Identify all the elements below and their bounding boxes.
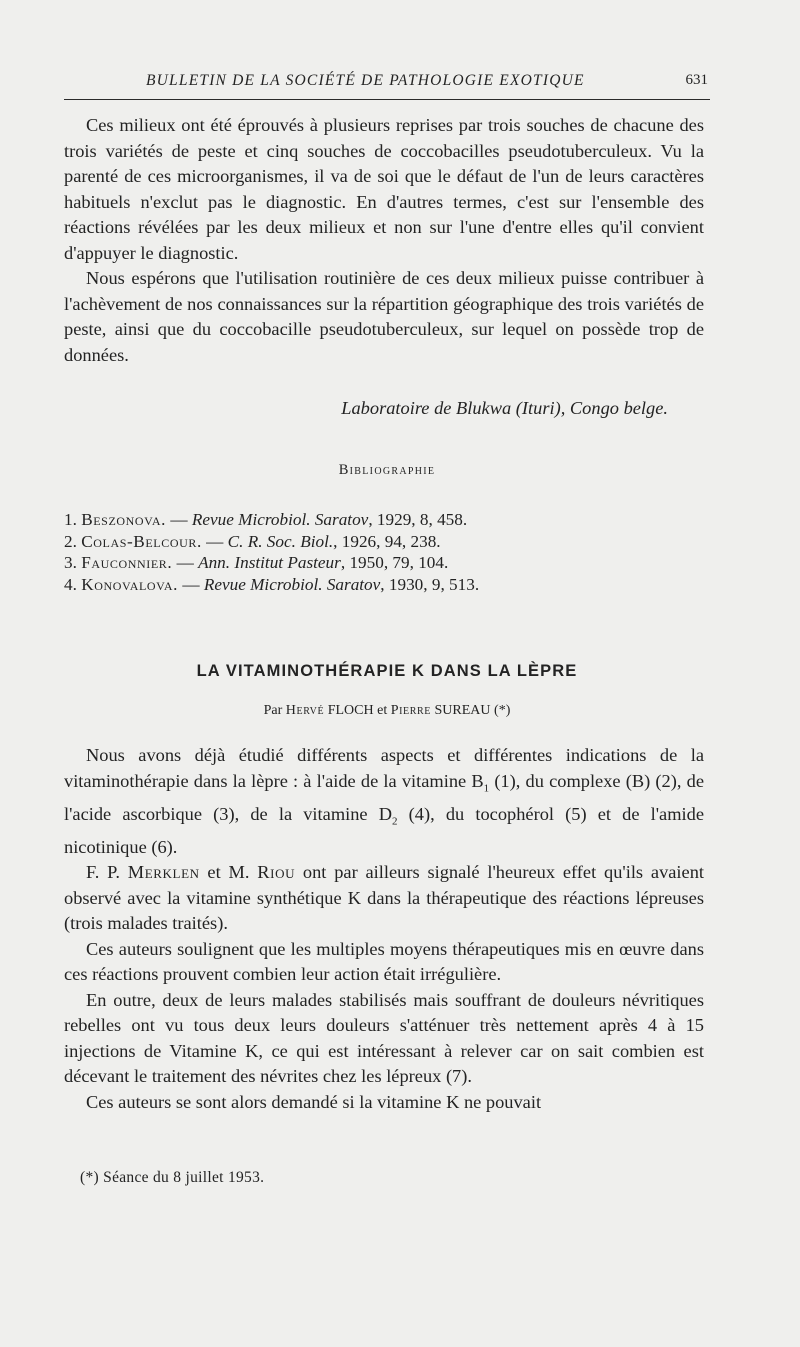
article-title: LA VITAMINOTHÉRAPIE K DANS LA LÈPRE bbox=[196, 662, 578, 680]
page-number: 631 bbox=[685, 72, 708, 88]
paragraph: F. P. Merklen et M. Riou ont par ailleurs signalé l'heureux effet qu'ils avaient observé avec la vitamine synthétique K dans la thérapeutique des réactions lépreuses (trois malades traités). bbox=[64, 862, 705, 934]
author-last-name: SUREAU bbox=[434, 703, 491, 718]
author-last-name: FLOCH bbox=[327, 703, 374, 718]
paragraph: Nous espérons que l'utilisation routinière de ces deux milieux puisse contribuer à l'achèvement de nos connaissances sur la répartition géographique des trois variétés de peste, ainsi que du coccobacille pseudotuberculeux, sur lequel on possède trop de données. bbox=[64, 268, 704, 365]
bibliography-entry: 4. Konovalova. — Revue Microbiol. Saratov, 1930, 9, 513. bbox=[64, 574, 480, 594]
footnote: (*) Séance du 8 juillet 1953. bbox=[80, 1169, 265, 1186]
bibliography-heading: Bibliographie bbox=[338, 462, 436, 478]
author-first-name: Hervé bbox=[285, 703, 325, 718]
journal-title: BULLETIN DE LA SOCIÉTÉ DE PATHOLOGIE EXOTIQUE bbox=[146, 72, 585, 89]
previous-article-conclusion bbox=[64, 113, 704, 368]
paragraph: Nous avons déjà étudié différents aspects et différentes indications de la vitaminothérapie dans la lèpre : à l'aide de la vitamine $B_1$ (1), du complexe (B) (2), de l'acide ascorbique (3), de la vitamine $D_2$ (4), du tocophérol (5) et de l'amide nicotinique (6). bbox=[64, 745, 705, 857]
running-header bbox=[64, 72, 710, 94]
bibliography-list bbox=[64, 509, 710, 595]
paragraph: Ces milieux ont été éprouvés à plusieurs reprises par trois souches de chacune des trois variétés de peste et cinq souches de coccobacilles pseudotuberculeux. Vu la parenté de ces microorganismes, il va de soi que le défaut de l'un de leurs caractères habituels n'exclut pas le diagnostic. En d'autres termes, c'est sur l'ensemble des réactions révélées par les deux milieux et non sur l'une d'entre elles qu'il convient d'appuyer le diagnostic. bbox=[64, 115, 704, 263]
article-body bbox=[64, 743, 704, 1115]
header-rule bbox=[64, 99, 710, 100]
paragraph: En outre, deux de leurs malades stabilisés mais souffrant de douleurs névritiques rebelles ont vu tous deux leurs douleurs s'atténuer très nettement après 4 à 15 injections de Vitamine K, ce qui est intéressant à relever car on sait combien est décevant le traitement des névrites chez les lépreux (7). bbox=[64, 989, 704, 1087]
bibliography-entry: 2. Colas-Belcour. — C. R. Soc. Biol., 1926, 94, 238. bbox=[64, 531, 441, 551]
paragraph: Ces auteurs soulignent que les multiples moyens thérapeutiques mis en œuvre dans ces réactions prouvent combien leur action était irrégulière. bbox=[64, 938, 704, 985]
paragraph: Ces auteurs se sont alors demandé si la vitamine K ne pouvait bbox=[86, 1091, 542, 1112]
byline: Par Hervé FLOCH et Pierre SUREAU (*) bbox=[263, 703, 511, 718]
bibliography-entry: 1. Beszonova. — Revue Microbiol. Saratov, 1929, 8, 458. bbox=[64, 510, 468, 529]
bibliography-entry: 3. Fauconnier. — Ann. Institut Pasteur, 1950, 79, 104. bbox=[64, 553, 449, 572]
author-first-name: Pierre bbox=[390, 703, 432, 718]
laboratory-signature: Laboratoire de Blukwa (Ituri), Congo belge. bbox=[341, 398, 668, 418]
footnote-marker: (*) bbox=[494, 703, 511, 718]
